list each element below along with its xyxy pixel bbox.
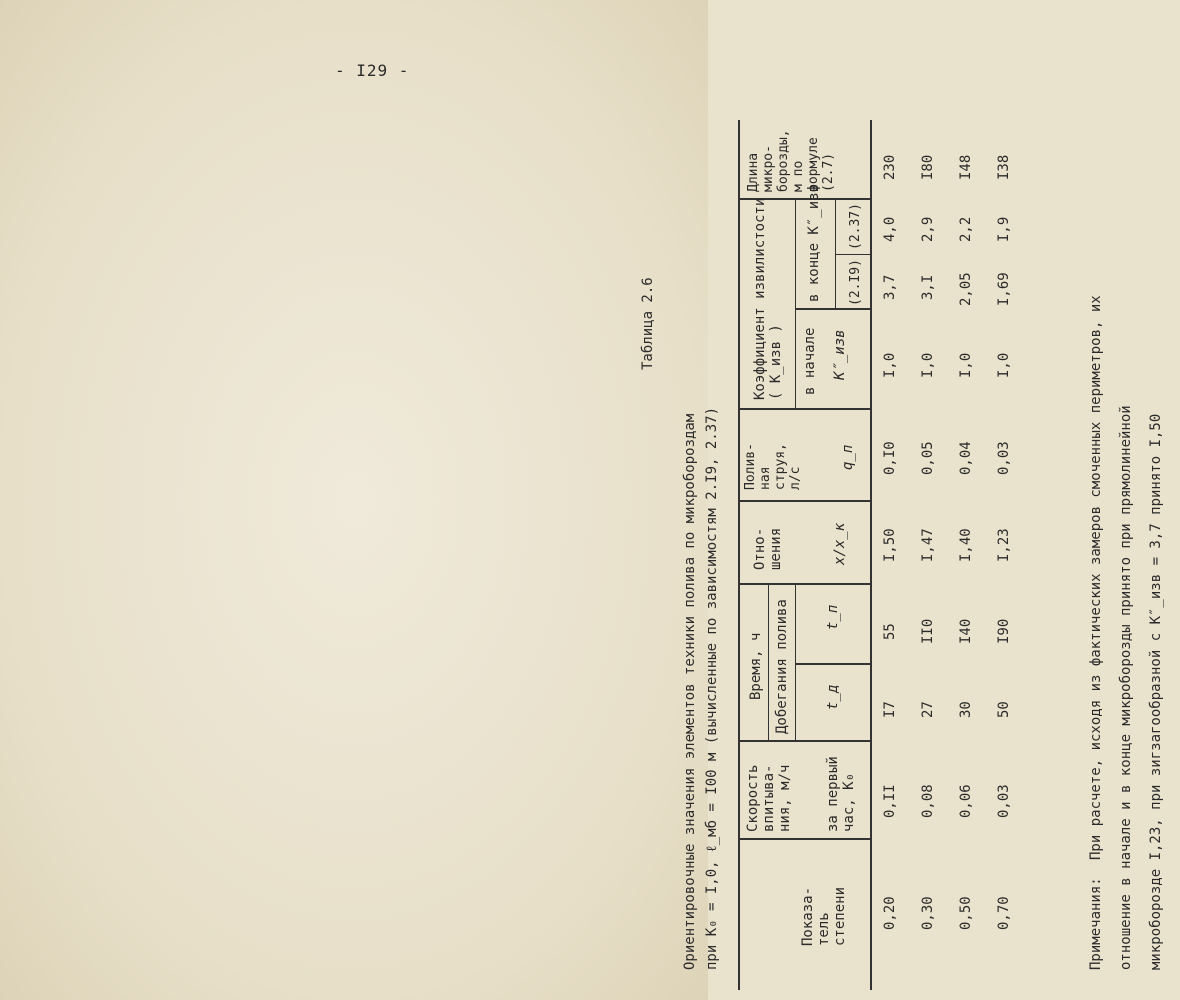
cell-tp: II0	[920, 618, 936, 644]
cell-len: 230	[882, 154, 898, 180]
header-infiltration: Скорость впитыва- ния, м/ч	[745, 764, 793, 832]
col-sep-5	[738, 409, 870, 411]
cell-len: I80	[920, 154, 936, 180]
cell-ke2: I,9	[996, 216, 1012, 242]
caption-line-1: Ориентировочные значения элементов техники полива по микробороздам	[682, 413, 698, 970]
cell-k0: 0,03	[996, 784, 1012, 818]
header-stream-sub: q_п	[840, 444, 856, 470]
col6b-sub-sep	[835, 254, 870, 255]
header-sinuosity-begin-sub: K″_изв	[832, 329, 848, 380]
cell-ke2: 4,0	[882, 216, 898, 242]
col-sep-4	[738, 501, 870, 503]
header-sinuosity-end: в конце K″_изв	[806, 183, 822, 302]
header-ratio-sub: x/x_к	[832, 522, 848, 565]
cell-tp: I40	[958, 618, 974, 644]
header-time-group: Добегания полива	[774, 599, 790, 734]
cell-td: I7	[882, 701, 898, 718]
cell-ratio: I,23	[996, 528, 1012, 562]
cell-td: 50	[996, 701, 1012, 718]
cell-ratio: I,47	[920, 528, 936, 562]
cell-tp: I90	[996, 618, 1012, 644]
cell-ke1: 3,7	[882, 274, 898, 300]
cell-td: 30	[958, 701, 974, 718]
rotated-table-region	[100, 120, 1164, 990]
cell-kb: I,0	[882, 352, 898, 378]
header-sinuosity-end-219: (2.I9)	[848, 259, 863, 306]
cell-len: I38	[996, 154, 1012, 180]
col6-sub-sep	[795, 309, 870, 311]
cell-ratio: I,50	[882, 528, 898, 562]
cell-kb: I,0	[958, 352, 974, 378]
col3-sub-rule	[795, 585, 796, 742]
cell-q: 0,I0	[882, 441, 898, 475]
note-label: Примечания:	[1088, 877, 1104, 970]
table-top-rule	[738, 120, 740, 990]
rotated-content	[640, 120, 1180, 990]
note-line-1: При расчете, исходя из фактических замеров смоченных периметров, их	[1088, 295, 1104, 860]
header-ratio: Отно- шения	[752, 527, 784, 570]
cell-ke1: 2,05	[958, 272, 974, 306]
cell-q: 0,05	[920, 441, 936, 475]
cell-ke2: 2,2	[958, 216, 974, 242]
col-sep-2	[738, 741, 870, 743]
header-time: Время, ч	[748, 632, 764, 700]
cell-tp: 55	[882, 623, 898, 640]
header-bottom-rule	[870, 120, 872, 990]
note-line-2: отношение в начале и в конце микроборозды принято при прямолинейной	[1118, 405, 1134, 970]
cell-exp: 0,50	[958, 896, 974, 930]
header-exponent: Показа- тель степени	[800, 886, 848, 946]
cell-k0: 0,II	[882, 784, 898, 818]
header-sinuosity-end-237: (2.37)	[848, 203, 863, 250]
cell-exp: 0,30	[920, 896, 936, 930]
page-number: - I29 -	[335, 61, 410, 80]
cell-kb: I,0	[920, 352, 936, 378]
cell-exp: 0,20	[882, 896, 898, 930]
col-sep-3	[738, 584, 870, 586]
cell-ke1: 3,I	[920, 274, 936, 300]
cell-k0: 0,08	[920, 784, 936, 818]
table-label: Таблица 2.6	[640, 277, 656, 370]
header-stream: Полив- ная струя, л/с	[743, 443, 803, 490]
cell-q: 0,04	[958, 441, 974, 475]
cell-kb: I,0	[996, 352, 1012, 378]
cell-ke1: I,69	[996, 272, 1012, 306]
cell-ratio: I,40	[958, 528, 974, 562]
cell-len: I48	[958, 154, 974, 180]
col6-sub-rule	[795, 200, 796, 410]
cell-q: 0,03	[996, 441, 1012, 475]
cell-k0: 0,06	[958, 784, 974, 818]
cell-td: 27	[920, 701, 936, 718]
note-line-3: микроборозде I,23, при зигзагообразной с K″_изв = 3,7 принято I,50	[1148, 413, 1164, 970]
caption-line-2: при K₀ = I,0, ℓ_мб = I00 м (вычисленные по зависимостям 2.I9, 2.37)	[704, 406, 720, 970]
col6b-sub-rule	[835, 200, 836, 310]
col-sep-1	[738, 839, 870, 841]
header-td: t_д	[825, 684, 841, 710]
header-length: Длина микро- борозды, м по формуле (2.7)	[746, 129, 836, 192]
cell-ke2: 2,9	[920, 216, 936, 242]
header-tp: t_п	[825, 604, 841, 630]
header-infiltration-sub: за первый час, K₀	[825, 756, 857, 832]
cell-exp: 0,70	[996, 896, 1012, 930]
col3-group-rule	[768, 585, 769, 742]
header-sinuosity-begin: в начале	[802, 327, 818, 395]
header-sinuosity: Коэффициент извилистости ( K_изв )	[752, 197, 784, 400]
col3-sub-sep	[795, 664, 870, 666]
